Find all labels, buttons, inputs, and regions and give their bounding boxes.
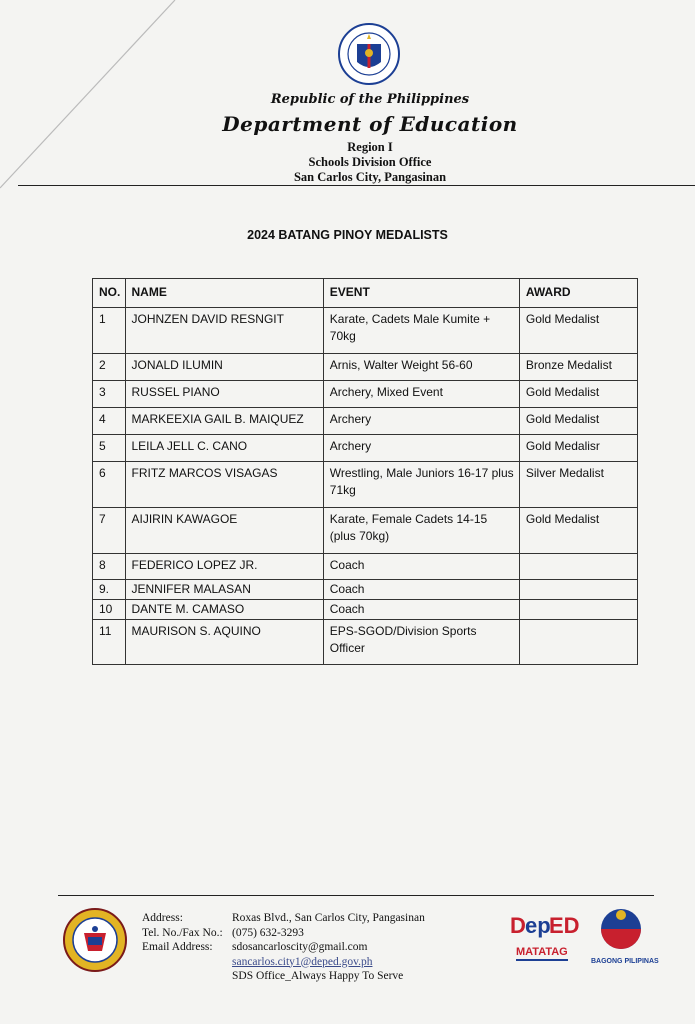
email-link[interactable]: sancarlos.city1@deped.gov.ph [232, 955, 373, 968]
header-award: AWARD [519, 279, 637, 308]
svg-text:MATATAG: MATATAG [516, 946, 568, 958]
cell-name: AIJIRIN KAWAGOE [125, 508, 323, 554]
cell-no: 11 [93, 620, 126, 665]
cell-award: Silver Medalist [519, 462, 637, 508]
cell-name: RUSSEL PIANO [125, 381, 323, 408]
cell-award: Gold Medalist [519, 308, 637, 354]
cell-award: Gold Medalisr [519, 435, 637, 462]
table-row [93, 354, 638, 381]
cell-no: 9. [93, 580, 126, 600]
table-row [93, 381, 638, 408]
region-line: Region I [347, 140, 393, 154]
table-row [93, 408, 638, 435]
header-name: NAME [125, 279, 323, 308]
footer-values [232, 911, 425, 984]
svg-text:ep: ep [525, 913, 551, 938]
tagline: SDS Office_Always Happy To Serve [232, 970, 404, 982]
table-row [93, 508, 638, 554]
email-label: Email Address: [142, 941, 213, 953]
cell-no: 7 [93, 508, 126, 554]
email-value[interactable]: sdosancarloscity@gmail.com [232, 941, 368, 953]
cell-name: JENNIFER MALASAN [125, 580, 323, 600]
svg-text:ED: ED [549, 913, 580, 938]
address-label: Address: [142, 912, 183, 924]
cell-name: JOHNZEN DAVID RESNGIT [125, 308, 323, 354]
header-event: EVENT [323, 279, 519, 308]
svg-text:D: D [510, 913, 526, 938]
footer-labels [142, 911, 223, 955]
header-no: NO. [93, 279, 126, 308]
cell-no: 3 [93, 381, 126, 408]
table-header-row [93, 279, 638, 308]
cell-name: DANTE M. CAMASO [125, 600, 323, 620]
cell-name: MAURISON S. AQUINO [125, 620, 323, 665]
republic-line: Republic of the Philippines [270, 92, 470, 107]
cell-name: LEILA JELL C. CANO [125, 435, 323, 462]
city-line: San Carlos City, Pangasinan [293, 170, 447, 184]
cell-event: Karate, Cadets Male Kumite + 70kg [323, 308, 519, 354]
bagong-pilipinas-logo-icon [588, 905, 659, 967]
cell-event: Coach [323, 554, 519, 580]
cell-event: Archery, Mixed Event [323, 381, 519, 408]
tel-value: (075) 632-3293 [232, 926, 304, 939]
cell-event: Coach [323, 600, 519, 620]
cell-no: 8 [93, 554, 126, 580]
table-row [93, 462, 638, 508]
cell-no: 1 [93, 308, 126, 354]
footer-rule [58, 895, 654, 896]
medalists-table [92, 278, 638, 665]
cell-no: 5 [93, 435, 126, 462]
department-name: Department of Education [222, 112, 518, 136]
division-seal-icon [62, 907, 128, 973]
cell-no: 2 [93, 354, 126, 381]
deped-seal-icon [337, 22, 401, 86]
cell-event: Archery [323, 408, 519, 435]
cell-event: Karate, Female Cadets 14-15 (plus 70kg) [323, 508, 519, 554]
cell-award [519, 620, 637, 665]
division-office-line: Schools Division Office [308, 155, 432, 169]
cell-event: Archery [323, 435, 519, 462]
cell-no: 6 [93, 462, 126, 508]
document-title: 2024 BATANG PINOY MEDALISTS [247, 228, 448, 242]
cell-award: Gold Medalist [519, 408, 637, 435]
deped-matatag-logo-icon [508, 905, 580, 967]
cell-award [519, 554, 637, 580]
cell-event: Arnis, Walter Weight 56-60 [323, 354, 519, 381]
table-row [93, 620, 638, 665]
address-value: Roxas Blvd., San Carlos City, Pangasinan [232, 912, 425, 924]
tel-label: Tel. No./Fax No.: [142, 926, 223, 939]
cell-name: FRITZ MARCOS VISAGAS [125, 462, 323, 508]
cell-event: EPS-SGOD/Division Sports Officer [323, 620, 519, 665]
table-row [93, 554, 638, 580]
cell-no: 4 [93, 408, 126, 435]
cell-award: Gold Medalist [519, 508, 637, 554]
table-row [93, 435, 638, 462]
cell-award [519, 580, 637, 600]
header-rule [18, 185, 695, 186]
cell-award: Bronze Medalist [519, 354, 637, 381]
cell-name: MARKEEXIA GAIL B. MAIQUEZ [125, 408, 323, 435]
cell-name: FEDERICO LOPEZ JR. [125, 554, 323, 580]
cell-event: Wrestling, Male Juniors 16-17 plus 71kg [323, 462, 519, 508]
table-row [93, 580, 638, 600]
cell-event: Coach [323, 580, 519, 600]
cell-award: Gold Medalist [519, 381, 637, 408]
cell-award [519, 600, 637, 620]
cell-no: 10 [93, 600, 126, 620]
svg-text:BAGONG PILIPINAS: BAGONG PILIPINAS [591, 958, 659, 965]
table-row [93, 600, 638, 620]
table-row [93, 308, 638, 354]
cell-name: JONALD ILUMIN [125, 354, 323, 381]
